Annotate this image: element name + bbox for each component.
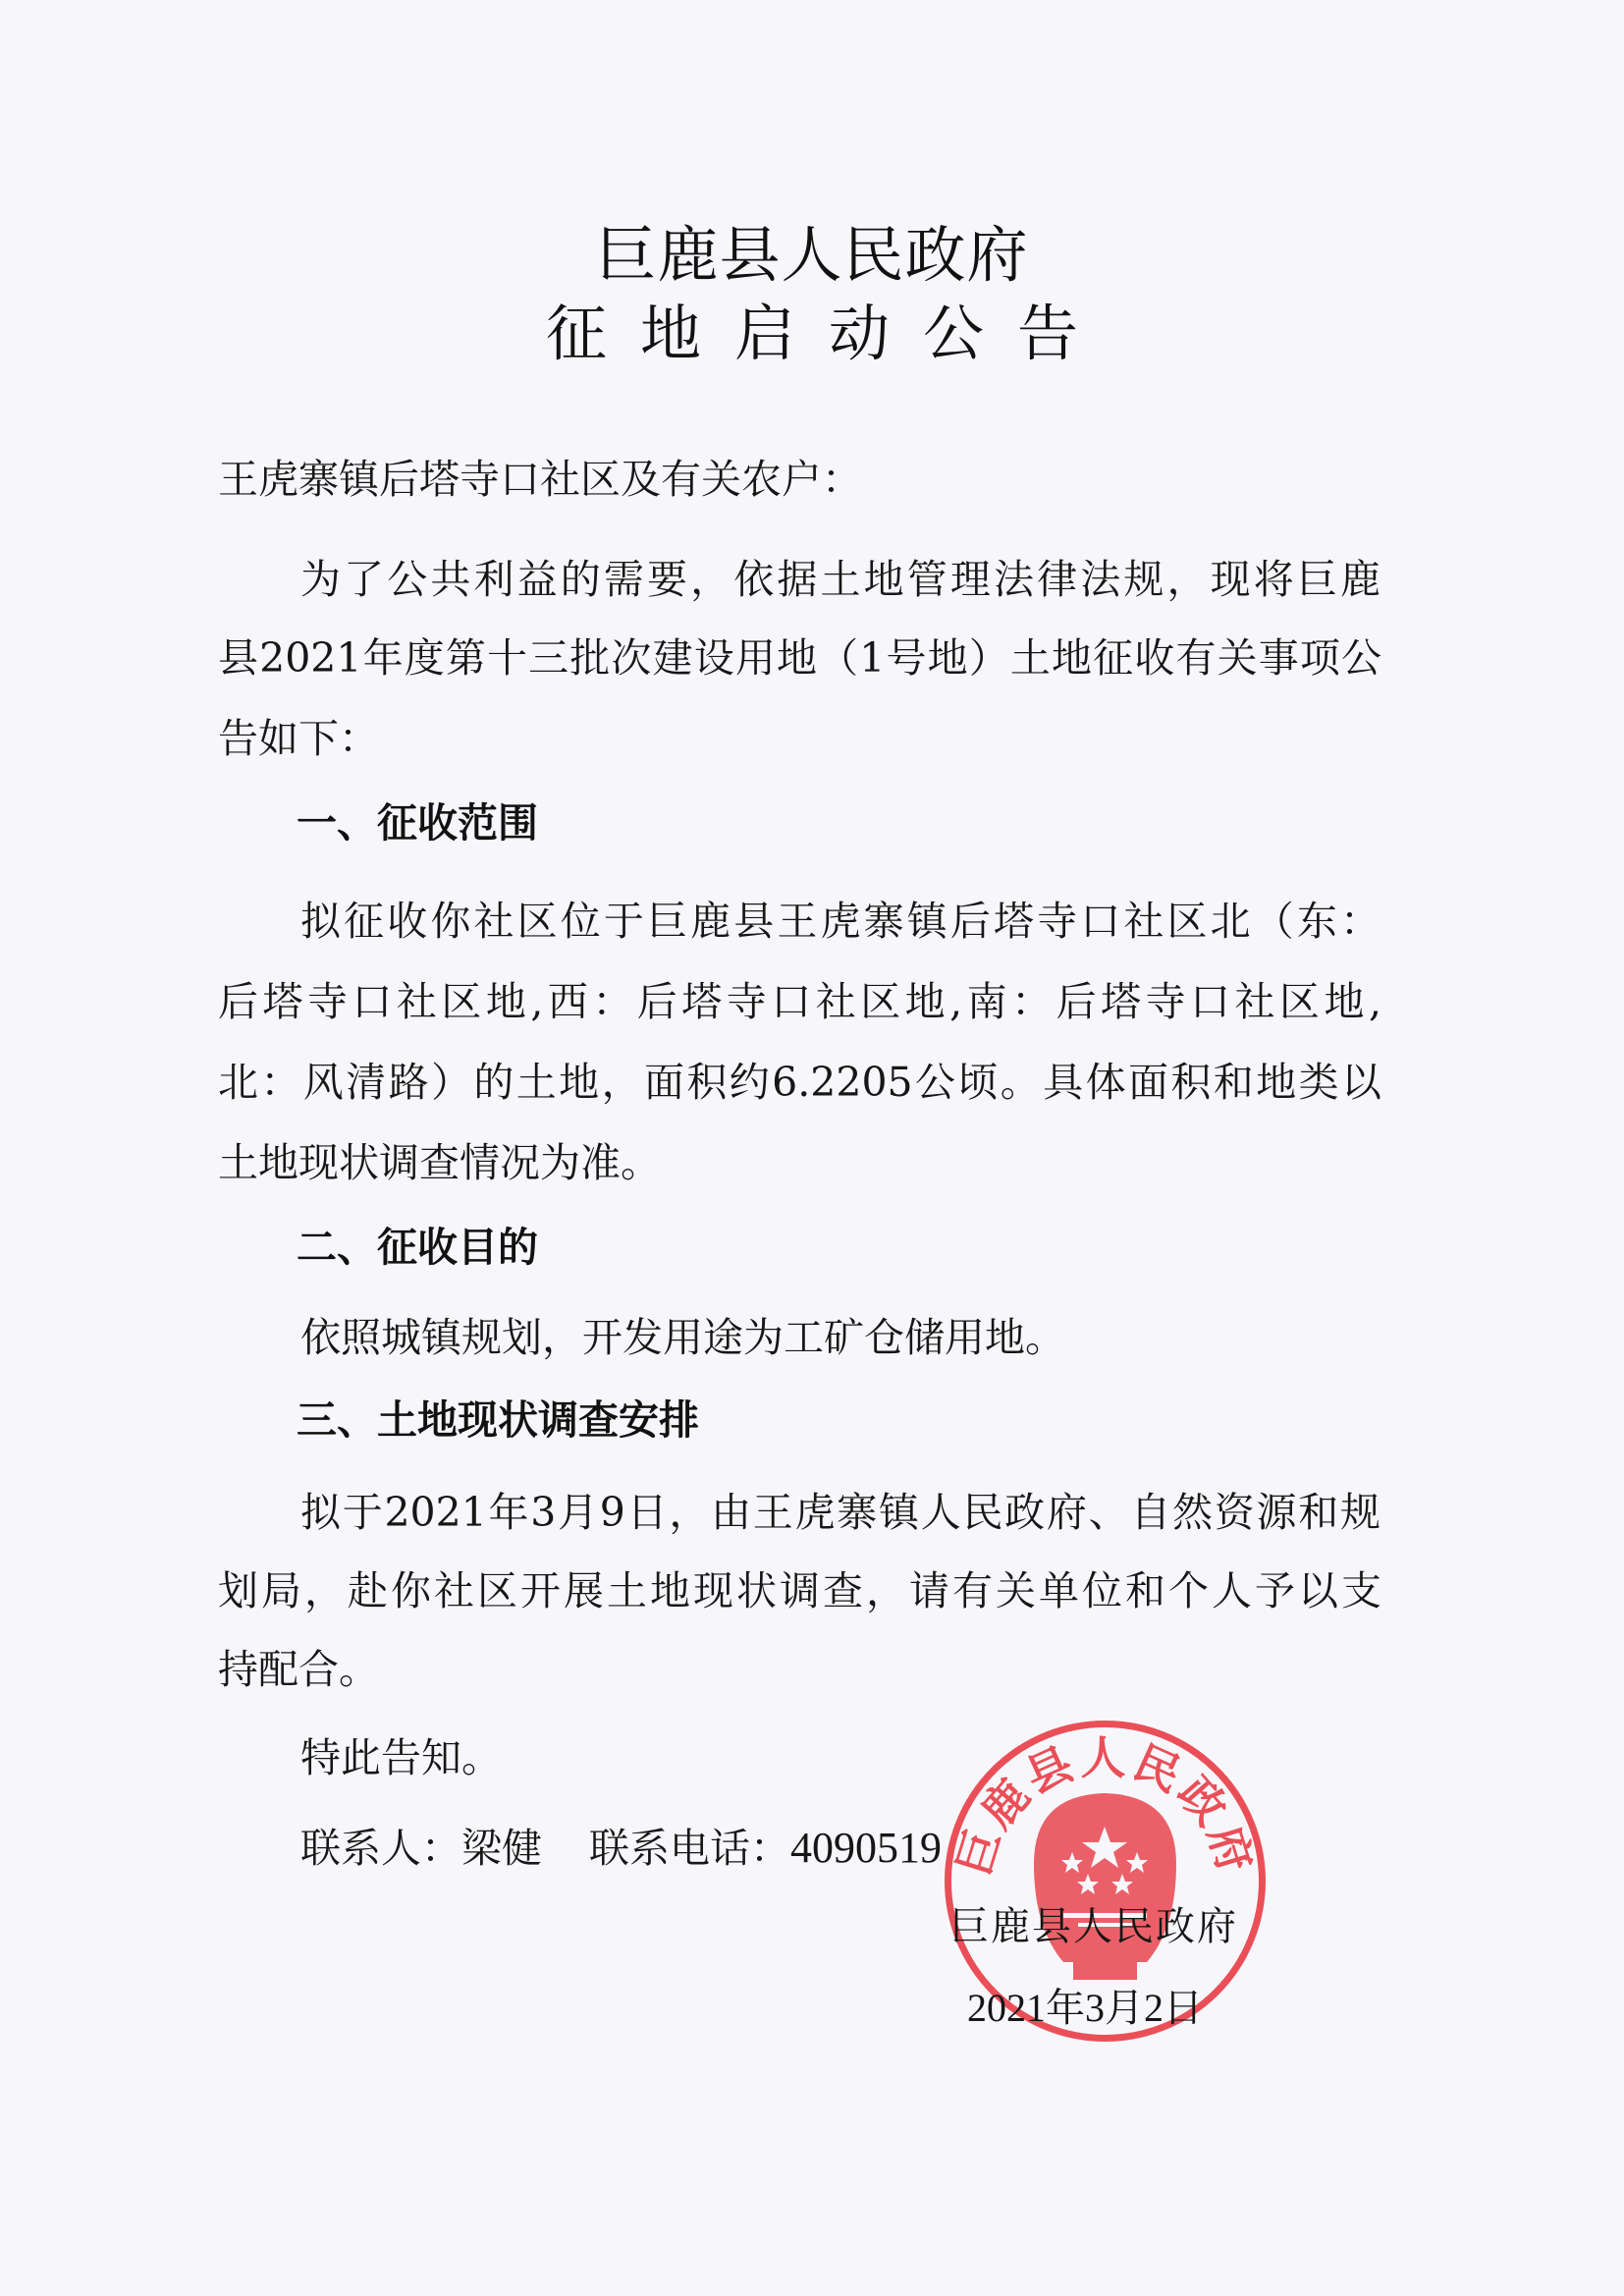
section-survey-line-1: 拟于2021年3月9日，由王虎寨镇人民政府、自然资源和规 xyxy=(300,1489,1380,1536)
signature-date: 2021年3月2日 xyxy=(967,1986,1203,2030)
section-purpose-line-1: 依照城镇规划，开发用途为工矿仓储用地。 xyxy=(300,1314,1065,1361)
salutation: 王虎寨镇后塔寺口社区及有关农户： xyxy=(218,456,862,503)
contact-phone-label: 联系电话： xyxy=(589,1825,790,1872)
intro-line-1: 为了公共利益的需要，依据土地管理法律法规，现将巨鹿 xyxy=(300,556,1380,603)
section-survey-line-3: 持配合。 xyxy=(218,1646,379,1693)
contact-person: 梁健 xyxy=(461,1825,542,1872)
closing-text: 特此告知。 xyxy=(300,1734,502,1781)
intro-line-3: 告如下： xyxy=(218,715,379,762)
title-notice: 征地启动公告 xyxy=(545,298,1111,369)
contact-line xyxy=(300,1824,942,1872)
contact-phone: 4090519 xyxy=(790,1824,942,1872)
contact-person-label: 联系人： xyxy=(300,1825,461,1872)
section-heading-survey: 三、土地现状调查安排 xyxy=(297,1396,699,1444)
svg-text:巨鹿县人民政府: 巨鹿县人民政府 xyxy=(947,1730,1264,1883)
section-heading-purpose: 二、征收目的 xyxy=(297,1224,538,1271)
section-scope-line-2: 后塔寺口社区地,西：后塔寺口社区地,南：后塔寺口社区地, xyxy=(218,978,1381,1025)
section-survey-line-2: 划局，赴你社区开展土地现状调查，请有关单位和个人予以支 xyxy=(218,1567,1381,1614)
section-heading-scope: 一、征收范围 xyxy=(297,799,538,847)
section-scope-line-3: 北：风清路）的土地，面积约6.2205公顷。具体面积和地类以 xyxy=(218,1059,1381,1106)
section-scope-line-1: 拟征收你社区位于巨鹿县王虎寨镇后塔寺口社区北（东： xyxy=(300,898,1380,945)
section-scope-line-4: 土地现状调查情况为准。 xyxy=(218,1139,661,1186)
title-issuer: 巨鹿县人民政府 xyxy=(595,219,1029,291)
intro-line-2: 县2021年度第十三批次建设用地（1号地）土地征收有关事项公 xyxy=(218,634,1381,682)
signature-issuer: 巨鹿县人民政府 xyxy=(949,1904,1238,1948)
